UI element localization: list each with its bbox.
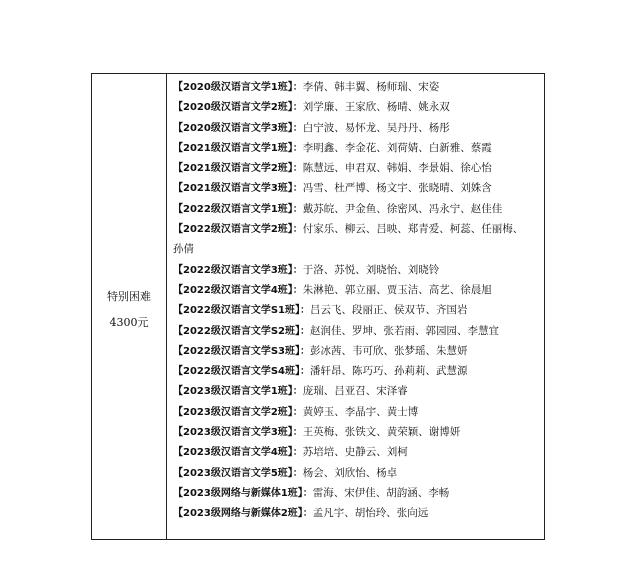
student-names: 吕云飞、段丽正、侯双节、齐国岩: [310, 304, 468, 317]
list-item: [173, 199, 544, 219]
list-item: [173, 483, 544, 503]
student-names: 朱淋艳、郭立丽、贾玉洁、高艺、徐晨旭: [302, 283, 492, 296]
list-item: [173, 503, 544, 523]
class-label: 【2020级汉语言文学2班】：: [173, 102, 303, 114]
class-label: 【2022级汉语言文学S2班】：: [173, 325, 310, 337]
class-label: 【2023级汉语言文学4班】：: [173, 447, 303, 459]
student-names: 于洛、苏悦、刘晓怡、刘晓铃: [302, 263, 440, 276]
list-item: [173, 77, 544, 97]
class-label: 【2022级汉语言文学1班】：: [173, 203, 303, 215]
list-item: [173, 178, 544, 198]
category-cell: [92, 74, 167, 539]
student-names: 陈慧远、申君双、韩娟、李景娟、徐心怡: [302, 162, 492, 175]
class-label: 【2023级网络与新媒体2班】：: [173, 508, 313, 520]
list-item: [173, 381, 544, 401]
student-names: 庞瑞、吕亚召、宋泽睿: [302, 385, 408, 398]
student-names: 黄婷玉、李晶宇、黄士博: [302, 405, 419, 418]
class-label: 【2023级汉语言文学1班】：: [173, 386, 303, 398]
list-item: [173, 219, 544, 239]
subsidy-table: [91, 73, 545, 540]
student-names: 李倩、韩丰翼、杨师瑞、宋姿: [302, 81, 440, 93]
list-item: [173, 442, 544, 462]
list-item: [173, 158, 544, 178]
class-label: 【2023级汉语言文学2班】：: [173, 406, 303, 418]
category-label: 特别困难: [107, 289, 151, 303]
class-label: 【2023级汉语言文学5班】：: [173, 467, 303, 479]
class-label: 【2021级汉语言文学1班】：: [173, 142, 303, 154]
student-names: 李明鑫、李金花、刘荷婧、白新雅、蔡霞: [302, 141, 492, 154]
class-label: 【2022级汉语言文学S1班】：: [173, 305, 310, 317]
class-label: 【2020级汉语言文学1班】：: [173, 82, 303, 93]
list-item: [173, 118, 544, 138]
class-label: 【2021级汉语言文学3班】：: [173, 183, 303, 195]
class-label: 【2023级网络与新媒体1班】：: [173, 487, 313, 499]
class-label: 【2023级汉语言文学3班】：: [173, 427, 303, 439]
category-amount: 4300元: [109, 315, 149, 329]
student-names: 杨会、刘欣怡、杨卓: [302, 466, 398, 479]
list-item: [173, 260, 544, 280]
student-names: 孙倩: [173, 243, 194, 256]
student-names: 刘学廉、王家欣、杨晴、姚永双: [302, 101, 450, 114]
class-label: 【2022级汉语言文学2班】：: [173, 224, 303, 236]
list-item: [173, 463, 544, 483]
list-item: [173, 300, 544, 320]
class-label: 【2022级汉语言文学S4班】：: [173, 366, 310, 378]
student-names: 潘轩昂、陈巧巧、孙莉莉、武慧源: [310, 365, 468, 378]
class-label: 【2022级汉语言文学4班】：: [173, 284, 303, 296]
student-names: 彭冰茜、韦可欣、张梦瑶、朱慧妍: [310, 344, 468, 357]
student-names: 赵润佳、罗坤、张若雨、郭园园、李慧宜: [310, 324, 499, 337]
class-label: 【2022级汉语言文学S3班】：: [173, 345, 310, 357]
class-label: 【2020级汉语言文学3班】：: [173, 122, 303, 134]
student-names: 孟凡宇、胡怡玲、张向远: [312, 507, 429, 520]
student-names: 戴苏皖、尹金鱼、徐密风、冯永宁、赵佳佳: [302, 202, 503, 215]
student-names: 王英梅、张铁文、黄荣颖、谢博妍: [302, 426, 461, 439]
student-names: 冯雪、杜严博、杨文宇、张晓晴、刘姝含: [302, 182, 492, 195]
list-item: [173, 97, 544, 117]
student-names: 雷海、宋伊佳、胡韵涵、李畅: [312, 486, 450, 499]
student-names: 白宁波、易怀龙、吴丹丹、杨彤: [302, 121, 450, 134]
names-cell: [167, 74, 544, 539]
student-names: 付家乐、柳云、吕映、郑青爱、柯蕊、任丽梅、: [302, 223, 524, 236]
list-item: [173, 361, 544, 381]
list-item: [173, 239, 544, 259]
class-label: 【2021级汉语言文学2班】：: [173, 163, 303, 175]
list-item: [173, 280, 544, 300]
list-item: [173, 341, 544, 361]
list-item: [173, 321, 544, 341]
list-item: [173, 138, 544, 158]
list-item: [173, 422, 544, 442]
student-names: 苏培培、史静云、刘柯: [302, 446, 408, 459]
list-item: [173, 402, 544, 422]
class-label: 【2022级汉语言文学3班】：: [173, 264, 303, 276]
